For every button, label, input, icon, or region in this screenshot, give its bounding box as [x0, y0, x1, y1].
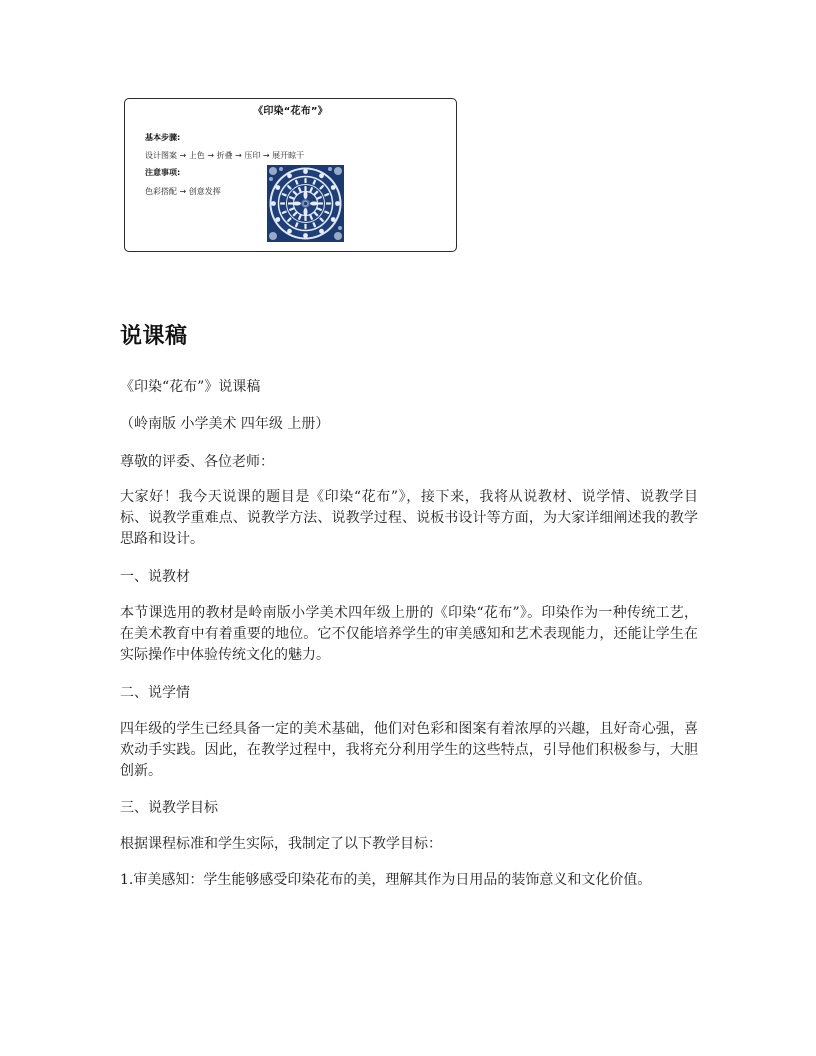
- goals-intro: 根据课程标准和学生实际，我制定了以下教学目标：: [120, 836, 442, 852]
- textbook-info: （岭南版 小学美术 四年级 上册）: [120, 416, 330, 432]
- section-heading-students: 二、说学情: [120, 685, 190, 701]
- doc-subtitle: 《印染“花布”》说课稿: [120, 379, 261, 395]
- steps-label: 基本步骤:: [145, 133, 181, 142]
- notes-flow: 色彩搭配 → 创意发挥: [145, 187, 221, 196]
- section-heading-textbook: 一、说教材: [120, 569, 190, 585]
- intro-paragraph: 大家好！我今天说课的题目是《印染“花布”》，接下来，我将从说教材、说学情、说教学目标、说教学重难点、说教学方法、说教学过程、说板书设计等方面，为大家详细阐述我的教学思路和设计。: [120, 489, 698, 547]
- mandala-icon: [267, 165, 344, 242]
- page-title: 说课稿: [120, 324, 188, 349]
- notes-label: 注意事项:: [145, 168, 181, 177]
- section-heading-goals: 三、说教学目标: [120, 800, 218, 816]
- students-paragraph: 四年级的学生已经具备一定的美术基础，他们对色彩和图案有着浓厚的兴趣，且好奇心强，喜欢动手实践。因此，在教学过程中，我将充分利用学生的这些特点，引导他们积极参与，大胆创新。: [120, 721, 698, 779]
- dyed-fabric-image: [267, 165, 344, 242]
- steps-flow: 设计图案 → 上色 → 折叠 → 压印 → 展开晾干: [145, 151, 305, 160]
- greeting: 尊敬的评委、各位老师：: [120, 454, 274, 470]
- textbook-paragraph: 本节课选用的教材是岭南版小学美术四年级上册的《印染“花布”》。印染作为一种传统工艺，在美术教育中有着重要的地位。它不仅能培养学生的审美感知和艺术表现能力，还能让学生在实际操作中体验传统文化的魅力。: [120, 605, 698, 663]
- board-design-box: [124, 98, 457, 252]
- goal-item-1: 1.审美感知：学生能够感受印染花布的美，理解其作为日用品的装饰意义和文化价值。: [120, 872, 652, 888]
- board-title: 《印染“花布”》: [253, 106, 328, 117]
